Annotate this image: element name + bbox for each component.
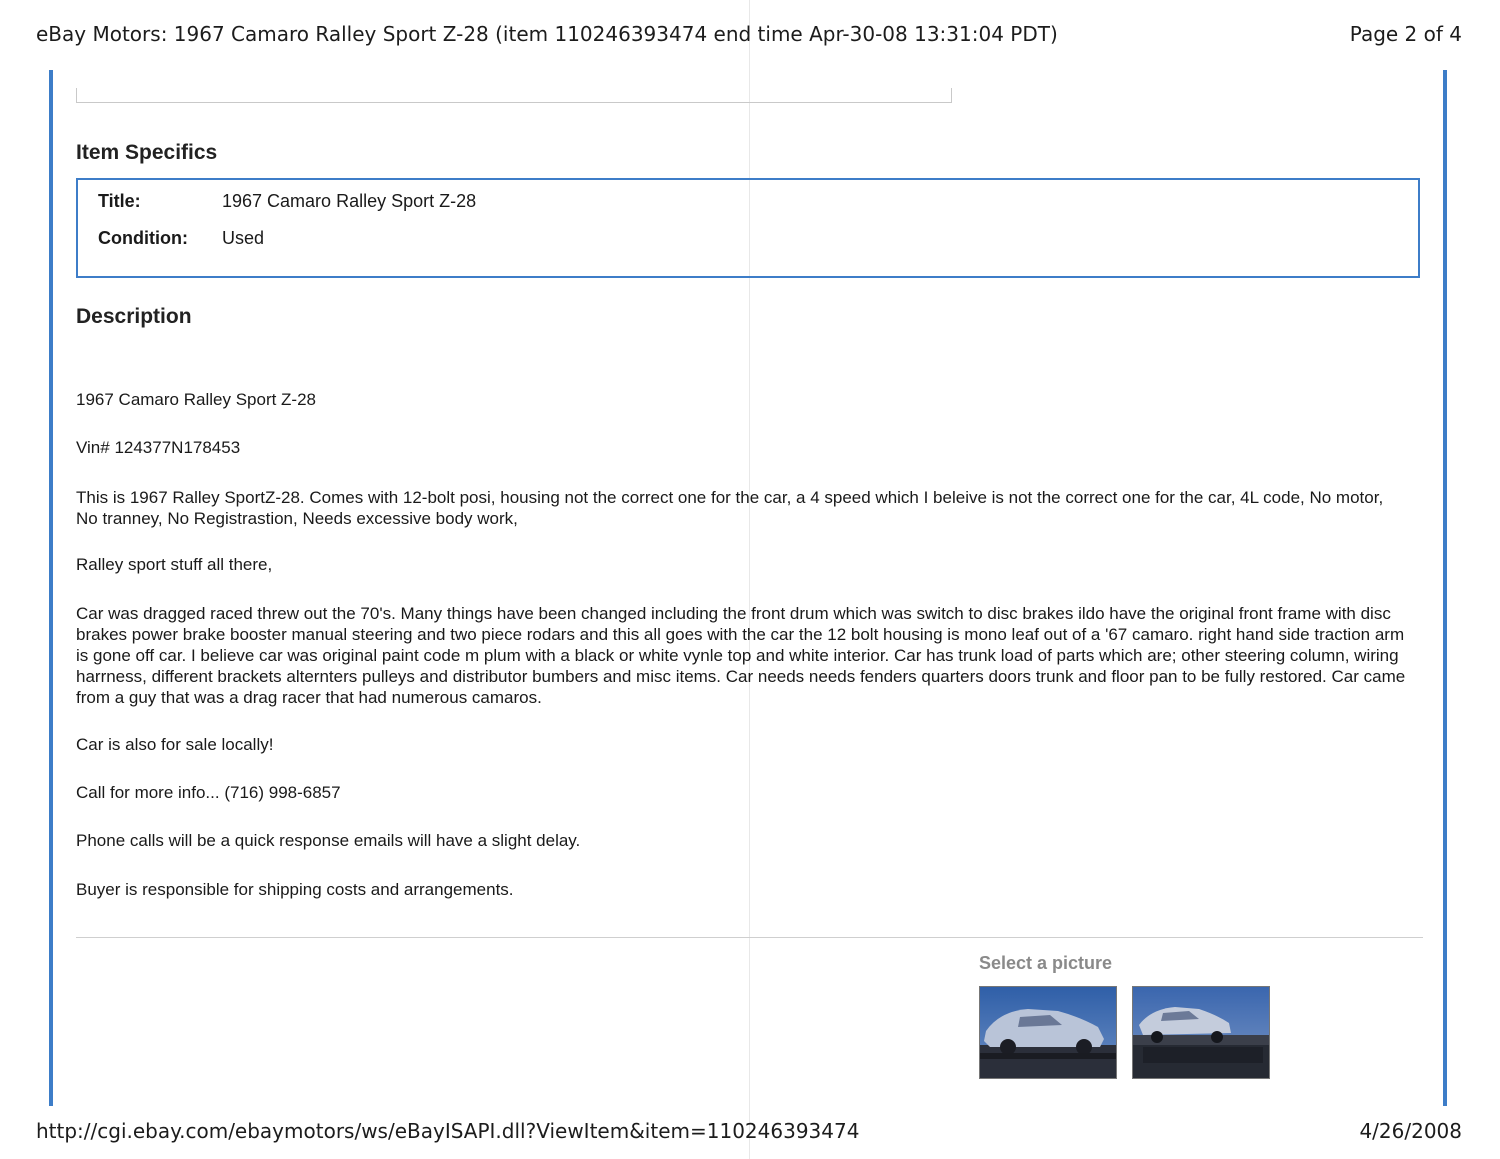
top-divider <box>76 88 952 103</box>
spec-row-condition <box>98 228 264 249</box>
description-paragraph: Phone calls will be a quick response emails will have a slight delay. <box>76 831 581 850</box>
description-heading: Description <box>76 305 192 328</box>
right-border <box>1443 70 1447 1106</box>
spec-title-value: 1967 Camaro Ralley Sport Z-28 <box>222 191 477 211</box>
description-paragraph: Car was dragged raced threw out the 70's. Many things have been changed including the front drum which was switch to disc brakes ildo have the original front frame with disc brakes power brake booster manual steering and two piece rodars and this all goes with the car the 12 bolt housing is mono leaf out of a '67 camaro. right hand side traction arm is gone off car. I believe car was original paint code m plum with a black or white vynle top and white interior. Car has trunk load of parts which are; other steering column, wiring harrness, different brackets alternters pulleys and distributor bumbers and misc items. Car needs needs fenders quarters doors trunk and floor pan to be fully restored. Car came from a guy that was a drag racer that had numerous camaros. <box>76 604 1406 707</box>
spec-title-label: Title: <box>98 191 141 211</box>
description-paragraph: Buyer is responsible for shipping costs and arrangements. <box>76 880 514 899</box>
page-url: http://cgi.ebay.com/ebaymotors/ws/eBayISAPI.dll?ViewItem&item=110246393474 <box>36 1119 860 1143</box>
description-line-summary <box>76 487 1406 529</box>
description-paragraph: 1967 Camaro Ralley Sport Z-28 <box>76 390 317 409</box>
item-specifics-heading: Item Specifics <box>76 141 218 164</box>
left-border <box>49 70 53 1106</box>
paper-fold-line <box>749 0 750 1159</box>
print-footer <box>36 1119 1462 1143</box>
car-thumbnail-2[interactable] <box>1132 986 1270 1079</box>
description-line-title <box>76 389 1421 410</box>
description-line-history <box>76 603 1418 708</box>
description-line-shipping <box>76 879 1421 900</box>
select-picture-label: Select a picture <box>979 953 1113 973</box>
description-paragraph: Call for more info... (716) 998-6857 <box>76 783 341 802</box>
description-paragraph: Car is also for sale locally! <box>76 735 274 754</box>
spec-condition-label: Condition: <box>98 228 188 248</box>
description-line-contact <box>76 782 1421 803</box>
page-number: Page 2 of 4 <box>1349 22 1462 46</box>
print-header <box>36 22 1462 46</box>
car-thumbnail-1[interactable] <box>979 986 1117 1079</box>
description-line-local <box>76 734 1421 755</box>
spec-row-title <box>98 191 476 212</box>
description-line-ralley <box>76 554 1421 575</box>
description-line-response <box>76 830 1421 851</box>
description-paragraph: Vin# 124377N178453 <box>76 438 241 457</box>
spec-condition-value: Used <box>222 228 265 248</box>
description-paragraph: This is 1967 Ralley SportZ-28. Comes with 12-bolt posi, housing not the correct one for the car, a 4 speed which I beleive is not the correct one for the car, 4L code, No motor, No tranney, No Registrastion, Needs excessive body work, <box>76 488 1384 528</box>
item-specifics-box <box>76 178 1420 278</box>
description-paragraph: Ralley sport stuff all there, <box>76 555 273 574</box>
print-date: 4/26/2008 <box>1359 1119 1462 1143</box>
bottom-divider <box>76 937 1423 938</box>
print-header-title: eBay Motors: 1967 Camaro Ralley Sport Z-28 (item 110246393474 end time Apr-30-08 13:31:04 PDT) <box>36 22 1058 46</box>
description-line-vin <box>76 437 1421 458</box>
